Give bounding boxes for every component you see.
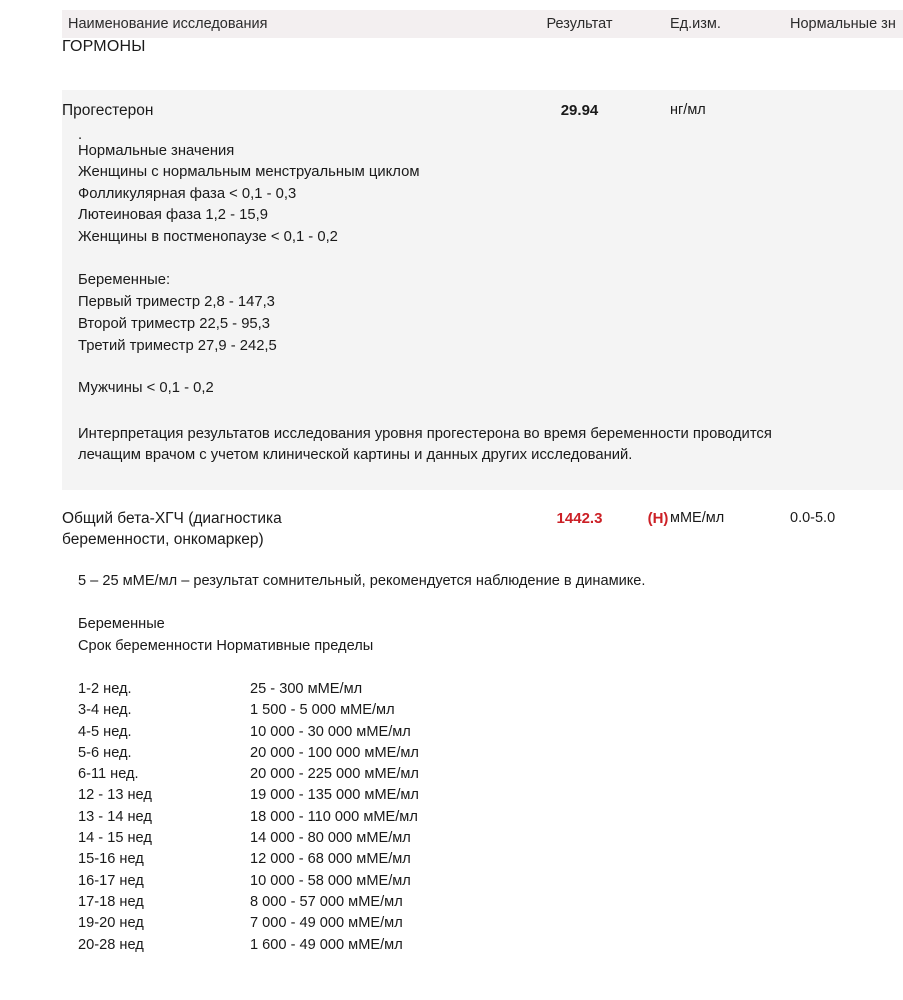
hcg-range-2: 10 000 - 30 000 мМЕ/мл [250, 723, 411, 740]
hcg-range-7: 14 000 - 80 000 мМЕ/мл [250, 830, 411, 847]
hcg-range-8: 12 000 - 68 000 мМЕ/мл [250, 851, 411, 868]
table-row [78, 892, 419, 913]
table-row [78, 828, 419, 849]
analyte-unit-progesterone: нг/мл [670, 102, 706, 118]
progesterone-normal-heading: Нормальные значения [78, 143, 235, 159]
table-row [78, 807, 419, 828]
analyte-name-beta-hcg-line1: Общий бета-ХГЧ (диагностика [62, 510, 282, 527]
hcg-range-4: 20 000 - 225 000 мМЕ/мл [250, 766, 419, 783]
hcg-term-7: 14 - 15 нед [78, 830, 152, 847]
hcg-range-12: 1 600 - 49 000 мМЕ/мл [250, 936, 403, 953]
hcg-range-10: 8 000 - 57 000 мМЕ/мл [250, 893, 403, 910]
analyte-reference-beta-hcg: 0.0-5.0 [790, 510, 836, 526]
analyte-flag-beta-hcg-high: (H) [647, 510, 669, 527]
progesterone-normal-line-3: Лютеиновая фаза 1,2 - 15,9 [78, 207, 268, 223]
progesterone-interpretation: Интерпретация результатов исследования уровня прогестерона во время беременности проводится лечащим врачом с учетом клинической картины и данных других исследований. [78, 426, 772, 464]
hcg-term-8: 15-16 нед [78, 851, 144, 868]
table-row [78, 913, 419, 934]
table-row [78, 679, 419, 700]
hcg-term-12: 20-28 нед [78, 936, 144, 953]
hcg-table-heading: Срок беременности Нормативные пределы [78, 638, 374, 654]
column-header-reference: Нормальные зн [790, 16, 896, 32]
hcg-reference-table [78, 679, 419, 956]
hcg-range-11: 7 000 - 49 000 мМЕ/мл [250, 915, 403, 932]
analyte-unit-beta-hcg: мМЕ/мл [670, 510, 725, 526]
hcg-term-9: 16-17 нед [78, 872, 144, 889]
hcg-doubtful-note: 5 – 25 мМЕ/мл – результат сомнительный, рекомендуется наблюдение в динамике. [78, 573, 646, 589]
analyte-value-beta-hcg: 1442.3 [556, 510, 603, 527]
progesterone-comment-dot: . [78, 127, 83, 143]
hcg-range-1: 1 500 - 5 000 мМЕ/мл [250, 702, 395, 719]
analyte-name-progesterone: Прогестерон [62, 102, 154, 119]
progesterone-trimester-2: Второй триместр 22,5 - 95,3 [78, 316, 270, 332]
progesterone-normal-line-2: Фолликулярная фаза < 0,1 - 0,3 [78, 186, 297, 202]
progesterone-trimester-3: Третий триместр 27,9 - 242,5 [78, 338, 277, 354]
hcg-range-9: 10 000 - 58 000 мМЕ/мл [250, 872, 411, 889]
section-title-hormones: ГОРМОНЫ [62, 38, 146, 55]
table-row [78, 722, 419, 743]
table-row [78, 871, 419, 892]
column-header-name: Наименование исследования [68, 16, 268, 32]
hcg-term-1: 3-4 нед. [78, 702, 132, 719]
column-header-unit: Ед.изм. [670, 16, 721, 32]
progesterone-pregnant-heading: Беременные: [78, 272, 171, 288]
analyte-value-progesterone: 29.94 [560, 102, 599, 119]
hcg-term-2: 4-5 нед. [78, 723, 132, 740]
table-row [78, 743, 419, 764]
hcg-term-0: 1-2 нед. [78, 681, 132, 697]
table-row [78, 764, 419, 785]
table-row [78, 785, 419, 806]
table-row [78, 700, 419, 721]
hcg-range-0: 25 - 300 мМЕ/мл [250, 681, 363, 697]
progesterone-men-line: Мужчины < 0,1 - 0,2 [78, 380, 214, 396]
hcg-term-10: 17-18 нед [78, 893, 144, 910]
hcg-pregnant-heading: Беременные [78, 616, 165, 632]
hcg-term-6: 13 - 14 нед [78, 808, 152, 825]
hcg-range-6: 18 000 - 110 000 мМЕ/мл [250, 808, 418, 825]
progesterone-normal-line-4: Женщины в постменопаузе < 0,1 - 0,2 [78, 229, 338, 245]
progesterone-normal-line-1: Женщины с нормальным менструальным циклом [78, 164, 420, 180]
hcg-term-3: 5-6 нед. [78, 744, 132, 761]
hcg-term-4: 6-11 нед. [78, 766, 139, 783]
hcg-term-11: 19-20 нед [78, 915, 144, 932]
table-row [78, 935, 419, 956]
hcg-term-5: 12 - 13 нед [78, 787, 152, 804]
column-header-result: Результат [546, 16, 613, 32]
progesterone-trimester-1: Первый триместр 2,8 - 147,3 [78, 294, 275, 310]
hcg-range-3: 20 000 - 100 000 мМЕ/мл [250, 744, 419, 761]
analyte-name-beta-hcg-line2: беременности, онкомаркер) [62, 531, 264, 548]
table-row [78, 849, 419, 870]
hcg-range-5: 19 000 - 135 000 мМЕ/мл [250, 787, 419, 804]
